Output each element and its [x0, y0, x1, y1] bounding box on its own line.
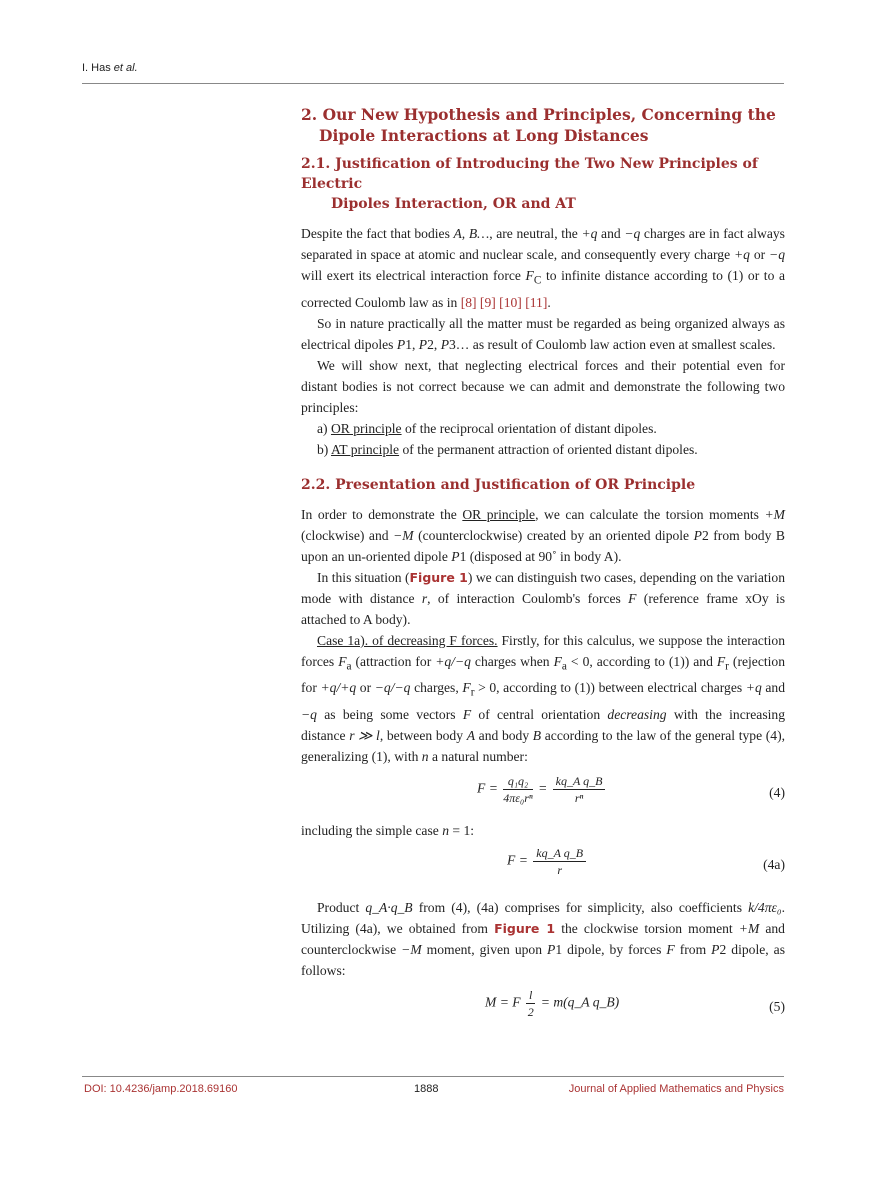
paragraph-dipoles: So in nature practically all the matter must be regarded as being organized always as electrical dipoles P1, P2, P3… as result of Coulomb law action even at smallest scales. [301, 315, 785, 352]
paragraph-case-1a: Case 1a). of decreasing F forces. Firstly, for this calculus, we suppose the interaction forces $F_a$ (attraction for +q/−q charges when $F_a < 0$, according to (1)) and $F_r$ (rejection for +q/+q or −q/−q charges, $F_r > 0$, according to (1)) between electrical charges +q and −q as being some vectors F of central orientation decreasing with the increasing distance r ≫ l, between body A and body B according to the law of the general type (4), generalizing (1), with n a natural number: [301, 632, 786, 765]
eq5-lhs: M = F [485, 994, 521, 1010]
references-link[interactable]: [8] [9] [10] [11] [460, 294, 548, 310]
equation-4a [301, 845, 785, 889]
footer-divider [82, 1076, 784, 1077]
case-1a-label: Case 1a). of decreasing F forces. [317, 632, 498, 648]
section-2-1-title-line2: Dipoles Interaction, OR and AT [331, 196, 576, 212]
eq4a-lhs: F = [507, 852, 528, 868]
eq5-fraction: $\frac{l}{2}$ [527, 988, 534, 1020]
doi-link[interactable]: DOI: 10.4236/jamp.2018.69160 [84, 1083, 238, 1095]
journal-name-link[interactable]: Journal of Applied Mathematics and Physics [568, 1083, 784, 1095]
section-2-heading [301, 104, 785, 146]
eq4a-number: (4a) [763, 857, 785, 873]
section-2-1-title-line1: 2.1. Justification of Introducing the Two New Principles of Electric [301, 156, 758, 192]
at-principle-link[interactable]: AT principle [330, 441, 400, 457]
eq5-rhs: = m(q_A q_B) [540, 994, 620, 1010]
article-body [301, 104, 785, 1031]
paragraph-product: Product q_A·q_B from (4), (4a) comprises for simplicity, also coefficients k/4πε₀. Utilizing (4a), we obtained from Figure 1 the clockwise torsion moment +M and counterclockwise −M moment, given upon P1 dipole, by forces F from P2 dipole, as follows: [301, 900, 785, 979]
equation-4 [301, 773, 785, 817]
equation-5 [301, 987, 785, 1031]
header-divider [82, 83, 784, 84]
or-principle-link-2[interactable]: OR principle [462, 506, 536, 522]
eq4-number: (4) [769, 785, 785, 801]
figure-1-link-2[interactable]: Figure 1 [494, 921, 556, 937]
author-suffix: et al. [113, 62, 138, 74]
figure-1-link[interactable]: Figure 1 [409, 569, 468, 585]
section-2-title-line1: 2. Our New Hypothesis and Principles, Concerning the [301, 105, 776, 124]
list-item-or-principle: a) OR principle of the reciprocal orientation of distant dipoles. [317, 420, 657, 436]
eq4-lhs: F = [477, 780, 498, 796]
section-2-1-heading [301, 154, 785, 214]
paragraph-principles-intro: We will show next, that neglecting electrical forces and their potential even for distant bodies is not correct because we can admit and demonstrate the following two principles: [301, 357, 785, 415]
author-name: I. Has [82, 62, 111, 74]
eq4-equals: = [538, 780, 548, 796]
page-number: 1888 [414, 1083, 439, 1095]
eq4-fraction-2: $\frac{\text{kq\_A q\_B}}{\text{rⁿ}}$ [553, 773, 606, 806]
paragraph-torsion-moments: In order to demonstrate the OR principle, we can calculate the torsion moments +M (clockwise) and −M (counterclockwise) created by an oriented dipole P2 from body B upon an un-oriented dipole P1 (disposed at 90˚ in body A). [301, 506, 785, 564]
list-item-at-principle: b) AT principle of the permanent attraction of oriented distant dipoles. [317, 441, 698, 457]
paragraph-two-cases: In this situation (Figure 1) we can distinguish two cases, depending on the variation mode with distance r, of interaction Coulomb's forces F (reference frame xOy is attached to A body). [301, 569, 786, 627]
eq5-number: (5) [769, 999, 785, 1015]
eq4a-fraction: $\frac{\text{kq\_A q\_B}}{r}$ [533, 845, 586, 878]
paragraph-simple-case: including the simple case n = 1: [301, 823, 475, 839]
eq4-fraction-1: $\frac{\text{q₁q₂}}{\text{4πε₀rⁿ}}$ [503, 774, 533, 806]
paragraph-neutral-bodies: Despite the fact that bodies A, B…, are neutral, the +q and −q charges are in fact always separated in space at atomic and nuclear scale, and consequently every charge +q or −q will exert its electrical interaction force $F_C$ to infinite distance according to (1) or to a corrected Coulomb law as in [8] [9] [10] [11]. [301, 226, 786, 310]
section-2-title-line2: Dipole Interactions at Long Distances [319, 126, 649, 145]
running-header-author [82, 62, 138, 74]
section-2-2-heading: 2.2. Presentation and Justification of OR Principle [301, 476, 696, 493]
or-principle-link[interactable]: OR principle [330, 420, 402, 436]
